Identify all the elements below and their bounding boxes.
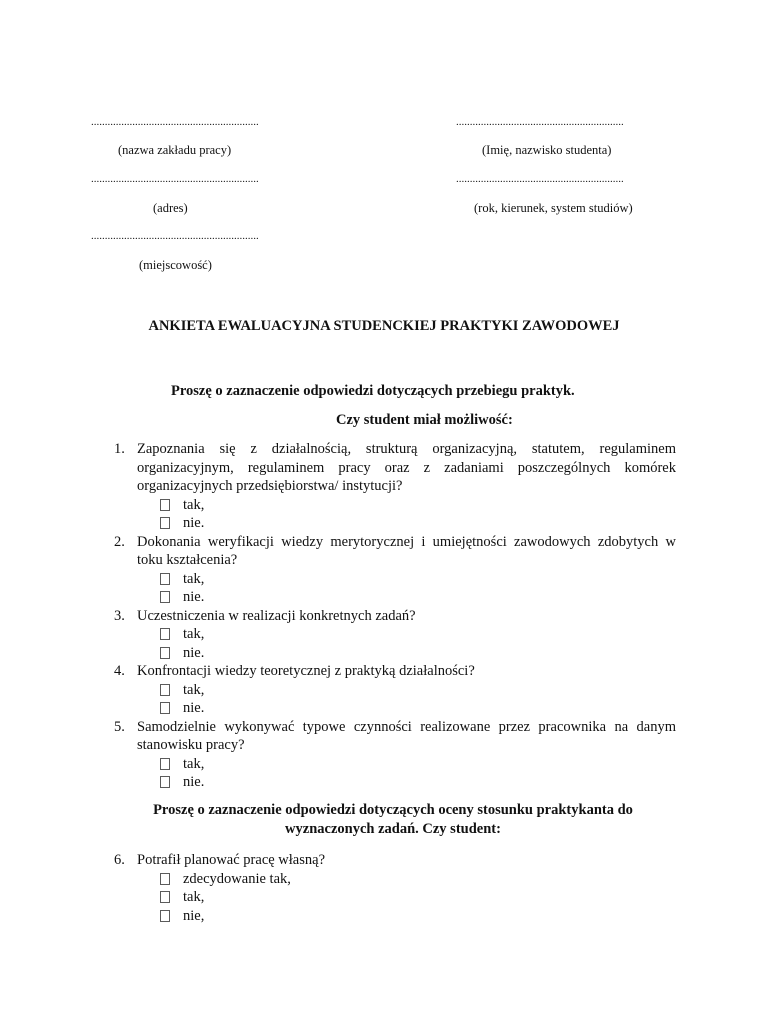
- question-3: [110, 607, 676, 626]
- student-name-caption: (Imię, nazwisko studenta): [482, 143, 612, 157]
- question-number: 2.: [114, 533, 125, 550]
- question-number: 6.: [114, 852, 125, 868]
- answer-option[interactable]: [110, 870, 676, 889]
- checkbox-placeholder-icon[interactable]: [160, 702, 171, 714]
- question-number: 4.: [114, 663, 125, 679]
- question-text: Zapoznania się z działalnością, strukturą organizacyjną, statutem, regulaminem organizacyjnym, regulaminem pracy oraz z zadaniami poszczególnych komórek organizacyjnych przedsiębiorstwa/ instytucji?: [137, 441, 676, 494]
- question-number: 3.: [114, 607, 125, 624]
- question-text: Potrafił planować pracę własną?: [137, 852, 326, 868]
- checkbox-placeholder-icon[interactable]: [160, 628, 171, 640]
- option-label: nie.: [183, 700, 205, 716]
- question-list-1: [110, 440, 676, 792]
- checkbox-placeholder-icon[interactable]: [160, 684, 171, 696]
- answer-option[interactable]: [110, 588, 676, 607]
- answer-option[interactable]: [110, 888, 676, 907]
- question-6: [110, 851, 676, 870]
- checkbox-placeholder-icon[interactable]: [160, 647, 171, 659]
- checkbox-placeholder-icon[interactable]: [160, 776, 171, 788]
- document-title: ANKIETA EWALUACYJNA STUDENCKIEJ PRAKTYKI ZAWODOWEJ: [148, 318, 620, 334]
- checkbox-placeholder-icon[interactable]: [160, 873, 171, 885]
- option-label: zdecydowanie tak,: [183, 870, 291, 887]
- answer-option[interactable]: [110, 625, 676, 644]
- checkbox-placeholder-icon[interactable]: [160, 910, 171, 922]
- option-label: nie,: [183, 907, 205, 924]
- address-line[interactable]: .............................................................: [91, 173, 259, 185]
- section2-instruction-line2: wyznaczonych zadań. Czy student:: [285, 820, 501, 837]
- checkbox-placeholder-icon[interactable]: [160, 499, 171, 511]
- option-label: nie.: [183, 644, 205, 661]
- question-number: 1.: [114, 441, 125, 457]
- answer-option[interactable]: [110, 773, 676, 792]
- question-1: [110, 440, 676, 496]
- checkbox-placeholder-icon[interactable]: [160, 517, 171, 529]
- address-caption: (adres): [153, 201, 188, 215]
- question-4: [110, 662, 676, 681]
- employer-name-line[interactable]: .............................................................: [91, 116, 259, 128]
- section1-instruction: Proszę o zaznaczenie odpowiedzi dotyczących przebiegu praktyk.: [171, 383, 575, 399]
- question-2: [110, 533, 676, 570]
- answer-option[interactable]: [110, 681, 676, 700]
- option-label: tak,: [183, 570, 205, 587]
- option-label: tak,: [183, 889, 205, 905]
- question-5: [110, 718, 676, 755]
- section2-instruction: [110, 801, 676, 838]
- answer-option[interactable]: [110, 699, 676, 718]
- question-text: Konfrontacji wiedzy teoretycznej z praktyką działalności?: [137, 663, 475, 679]
- option-label: nie.: [183, 589, 205, 605]
- option-label: tak,: [183, 626, 205, 642]
- option-label: tak,: [183, 755, 205, 772]
- answer-option[interactable]: [110, 570, 676, 589]
- option-label: nie.: [183, 774, 205, 790]
- answer-option[interactable]: [110, 907, 676, 926]
- question-list-2: [110, 851, 676, 925]
- question-text: Uczestniczenia w realizacji konkretnych zadań?: [137, 607, 416, 624]
- option-label: tak,: [183, 681, 205, 698]
- section2-instruction-line1: Proszę o zaznaczenie odpowiedzi dotyczących oceny stosunku praktykanta do: [153, 802, 633, 818]
- city-line[interactable]: .............................................................: [91, 230, 259, 242]
- city-caption: (miejscowość): [139, 258, 212, 272]
- answer-option[interactable]: [110, 644, 676, 663]
- checkbox-placeholder-icon[interactable]: [160, 573, 171, 585]
- answer-option[interactable]: [110, 496, 676, 515]
- checkbox-placeholder-icon[interactable]: [160, 758, 171, 770]
- option-label: nie.: [183, 515, 205, 531]
- study-info-line[interactable]: .............................................................: [456, 173, 624, 185]
- checkbox-placeholder-icon[interactable]: [160, 591, 171, 603]
- option-label: tak,: [183, 496, 205, 513]
- student-name-line[interactable]: .............................................................: [456, 116, 624, 128]
- question-text: Samodzielnie wykonywać typowe czynności realizowane przez pracownika na danym stanowisku pracy?: [137, 718, 676, 753]
- employer-name-caption: (nazwa zakładu pracy): [118, 143, 232, 157]
- checkbox-placeholder-icon[interactable]: [160, 891, 171, 903]
- study-info-caption: (rok, kierunek, system studiów): [474, 201, 633, 215]
- question-number: 5.: [114, 718, 125, 735]
- question-text: Dokonania weryfikacji wiedzy merytorycznej i umiejętności zawodowych zdobytych w toku kształcenia?: [137, 533, 676, 568]
- answer-option[interactable]: [110, 514, 676, 533]
- section1-subheading: Czy student miał możliwość:: [336, 412, 513, 428]
- answer-option[interactable]: [110, 755, 676, 774]
